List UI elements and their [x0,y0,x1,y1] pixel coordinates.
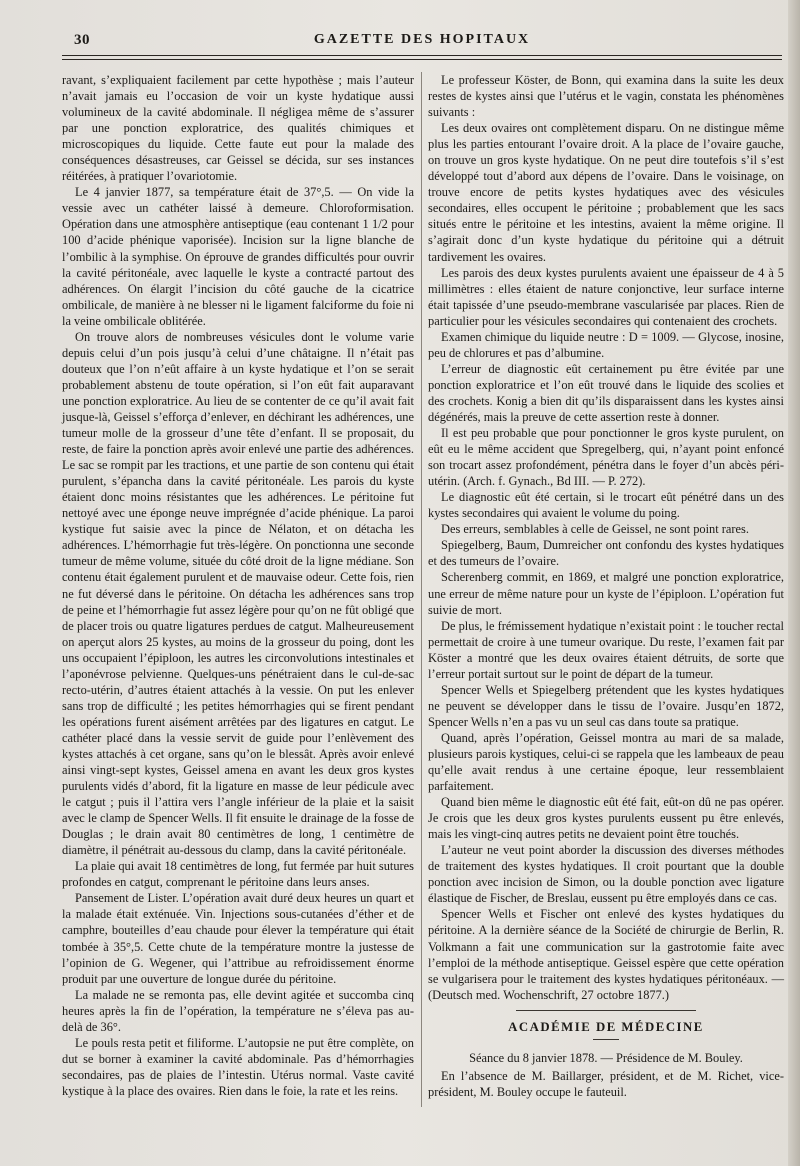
meeting-line: Séance du 8 janvier 1878. — Présidence de M. Bouley. [469,1050,743,1065]
paragraph: Les deux ovaires ont complètement disparu. On ne distingue même plus les parties entourant l’ovaire droit. A la place de l’ovaire gauche, on trouve un gros kyste hydatique. On ne peut dire toutefois s’il s’est développé tout d’abord aux dépens de l’ovaire. Dans le voisinage, on trouve encore de petits kystes hydatiques avec des vésicules secondaires, elles occupent le péritoine ; probablement que les sacs situés entre le péritoine et les intestins, avaient la même origine. Il s’agirait donc d’un kyste hydatique du péritoine qui a détruit tardivement les ovaires. [428,121,784,264]
header-rule [62,55,782,60]
paragraph: Quand bien même le diagnostic eût été fait, eût-on dû ne pas opérer. Je crois que les deux gros kystes purulents eussent pu être enlevés, mais les vingt-cinq autres petits ne devaient point être touchés. [428,795,784,842]
right-column [428,72,784,1100]
paragraph: Il est peu probable que pour ponctionner le gros kyste purulent, on eût eu le même accident que Spregelberg, qui, n’ayant point enfoncé son trocart assez profondément, pénétra dans le foyer d’un abcès péri-utérin. (Arch. f. Gynach., Bd III. — P. 272). [428,426,784,489]
paragraph: La plaie qui avait 18 centimètres de long, fut fermée par huit sutures profondes en catgut, comprenant le péritoine dans leurs anses. [62,859,414,890]
paragraph: Des erreurs, semblables à celle de Geissel, ne sont point rares. [441,522,749,537]
section-title: ACADÉMIE DE MÉDECINE [508,1019,704,1034]
paragraph: Spencer Wells et Spiegelberg prétendent que les kystes hydatiques ne peuvent se développer dans le tissu de l’ovaire. Jusqu’en 1872, Spencer Wells n’en a pas vu un seul cas dans toute sa pratique. [428,682,784,729]
page-header [62,32,782,50]
paragraph: Spencer Wells et Fischer ont enlevé des kystes hydatiques du péritoine. A la dernière séance de la Société de chirurgie de Berlin, R. Volkmann a fait une communication sur la gastrotomie faite avec l’emploi de la méthode antiseptique. Geissel espère que cette opération se vulgarisera pour le traitement des kystes hydatiques péritonéaux. — (Deutsch med. Wochenschrift, 27 octobre 1877.) [428,907,784,1002]
paragraph: De plus, le frémissement hydatique n’existait point : le toucher rectal permettait de croire à une tumeur ovarique. Du reste, l’examen fait par Köster a montré que les deux ovaires étaient détruits, de sorte que l’erreur portait surtout sur le point de départ de la tumeur. [428,618,784,681]
paragraph: Spiegelberg, Baum, Dumreicher ont confondu des kystes hydatiques et des tumeurs de l’ovaire. [428,538,784,569]
paragraph: L’auteur ne veut point aborder la discussion des diverses méthodes de traitement des kystes hydatiques. Il croit pourtant que la double ponction avec incision de Simon, ou la double ponction avec ligature élastique de Fischer, de Breslau, eussent pu être employés dans ce cas. [428,843,784,906]
paragraph: ravant, s’expliquaient facilement par cette hypothèse ; mais l’auteur n’avait jamais eu l’occasion de voir un kyste hydatique aussi volumineux de la cavité abdominale. Il négligea même de s’assurer par une ponction exploratrice, des qualités chimiques et microscopiques du liquide. Cette faute eut pour la malade des conséquences désastreuses, car Geissel se décida, sur ses instances réitérées, à pratiquer l’ovariotomie. [62,73,414,184]
left-column [62,72,414,1099]
paragraph: En l’absence de M. Baillarger, président, et de M. Richet, vice-président, M. Bouley occupe le fauteuil. [428,1068,784,1099]
paragraph: Pansement de Lister. L’opération avait duré deux heures un quart et la malade était exténuée. Vin. Injections sous-cutanées d’éther et de camphre, bouteilles d’eau chaude pour élever la température qui était tombée à 35°,5. Cette chute de la température montre la justesse de l’opinion de G. Wegener, qui l’attribue au refroidissement énorme produit par une ouverture de longue durée du péritoine. [62,891,414,986]
paragraph: Les parois des deux kystes purulents avaient une épaisseur de 4 à 5 millimètres : elles étaient de nature conjonctive, leur surface interne était tapissée d’une pseudo-membrane vascularisée par places. Rien de particulier pour les vésicules secondaires qui contenaient des crochets. [428,265,784,328]
paragraph: La malade ne se remonta pas, elle devint agitée et succomba cinq heures après la fin de l’opération, la température ne s’éleva pas au-delà de 36°. [62,987,414,1034]
title-underline [593,1039,619,1040]
paragraph: Le 4 janvier 1877, sa température était de 37°,5. — On vide la vessie avec un cathéter laissé à demeure. Chloroformisation. Opération dans une atmosphère antiseptique (eau contenant 1 1/2 pour 100 d’acide phénique vaporisée). Incision sur la ligne blanche de l’ombilic à la symphise. On éprouve de grandes difficultés pour ouvrir la cavité péritonéale, avec laquelle le kyste a contracté partout des adhérences. On élargit l’incision du côté gauche de la cicatrice ombilicale, de manière à ne blesser ni le ligament falciforme du foie ni la veine ombilicale oblitérée. [62,185,414,328]
journal-title: GAZETTE DES HOPITAUX [313,32,531,47]
paragraph: Le professeur Köster, de Bonn, qui examina dans la suite les deux restes de kystes ainsi que l’utérus et le vagin, constata les phénomènes suivants : [428,73,784,120]
section-separator [516,1010,696,1011]
paragraph: L’erreur de diagnostic eût certainement pu être évitée par une ponction exploratrice et l’on eût trouvé dans le liquide des scolies et des crochets. Konig a bien dit qu’ils disparaissent dans les kystes ainsi dégénérés, mais la preuve de cette assertion reste à donner. [428,361,784,424]
paragraph: On trouve alors de nombreuses vésicules dont le volume varie depuis celui d’un pois jusqu’à celui d’une châtaigne. Il n’était pas douteux que l’on n’eût affaire à un kyste hydatique et l’on se serait probablement abstenu de toute opération, si l’on eût fait auparavant une ponction exploratrice. Au lieu de se contenter de ce qu’il avait fait jusque-là, Geissel s’efforça d’enlever, en déchirant les adhérences, une tumeur molle de la grosseur d’une tête d’enfant. Il se proposait, du reste, de faire la ponction après avoir enlevé une partie des adhérences. Le sac se rompit par les tractions, et une partie de son contenu qui était purulent, s’épancha dans la cavité péritonéale. Les parois du kyste étaient donc moins résistantes que les adhérences. Le péritoine fut nettoyé avec une éponge neuve imprégnée d’acide phénique. La paroi kystique fut saisie avec la pince de Nélaton, et on détacha les adhérences. L’hémorrhagie fut très-légère. On ponctionna une seconde tumeur de même volume, située du côté droit de la ligne médiane. Son contenu était également purulent et de mauvaise odeur. Cette fois, rien ne fut déversé dans le péritoine. On détacha les adhérences sans trop de peine et l’hémorrhagie fut assez légère pour qu’on ne fût obligé que de placer trois ou quatre ligatures perdues de catgut. Malheureusement on aperçut alors 25 kystes, au moins de la grosseur du poing, dont les uns occupaient l’épiploon, les autres les circonvolutions intestinales et l’aponévrose pelvienne. Quelques-uns pénétraient dans le cul-de-sac recto-utérin, d’autres étaient attachés à la vessie. On put les enlever sans trop de difficulté ; les petites hémorrhagies qui se firent pendant les opérations furent aisément arrêtées par des ligatures en catgut. Le cathéter placé dans la vessie servit de guide pour l’enlèvement des kystes attachés à cet organe, sans qu’on le blessât. Après avoir enlevé ainsi vingt-sept kystes, Geissel amena en avant les deux gros kystes purulents vidés d’abord, fit la ligature en masse de leur pédicule avec le catgut ; puis il l’attira vers l’angle inférieur de la plaie et la saisit avec le clamp de Spencer Wells. Il fit ensuite le drainage de la fosse de Douglas ; le drain avait 80 centimètres de long, 1 centimètre de diamètre, il pénétrait au-dessous du clamp, dans la cavité péritonéale. [62,329,414,858]
page-number: 30 [74,32,90,48]
paragraph: Quand, après l’opération, Geissel montra au mari de sa malade, plusieurs parois kystiques, celui-ci se rappela que les lambeaux de peau qu’elle avait rendus à une certaine époque, leur ressemblaient parfaitement. [428,730,784,794]
paragraph: Examen chimique du liquide neutre : D = 1009. — Glycose, inosine, peu de chlorures et pas d’albumine. [428,329,784,360]
paragraph: Le pouls resta petit et filiforme. L’autopsie ne put être complète, on dut se borner à examiner la cavité abdominale. Pas d’hémorrhagies secondaires, pas de plaies de l’intestin. Utérus normal. Vaste cavité kystique à la place des ovaires. Rien dans le foie, la rate et les reins. [62,1035,414,1098]
paragraph: Scherenberg commit, en 1869, et malgré une ponction exploratrice, une erreur de même nature pour un kyste de l’épiploon. L’opération fut suivie de mort. [428,570,784,617]
paragraph: Le diagnostic eût été certain, si le trocart eût pénétré dans un des kystes secondaires qui avaient le volume du poing. [428,490,784,521]
column-divider [421,72,422,1107]
page-edge-shadow [788,0,800,1166]
